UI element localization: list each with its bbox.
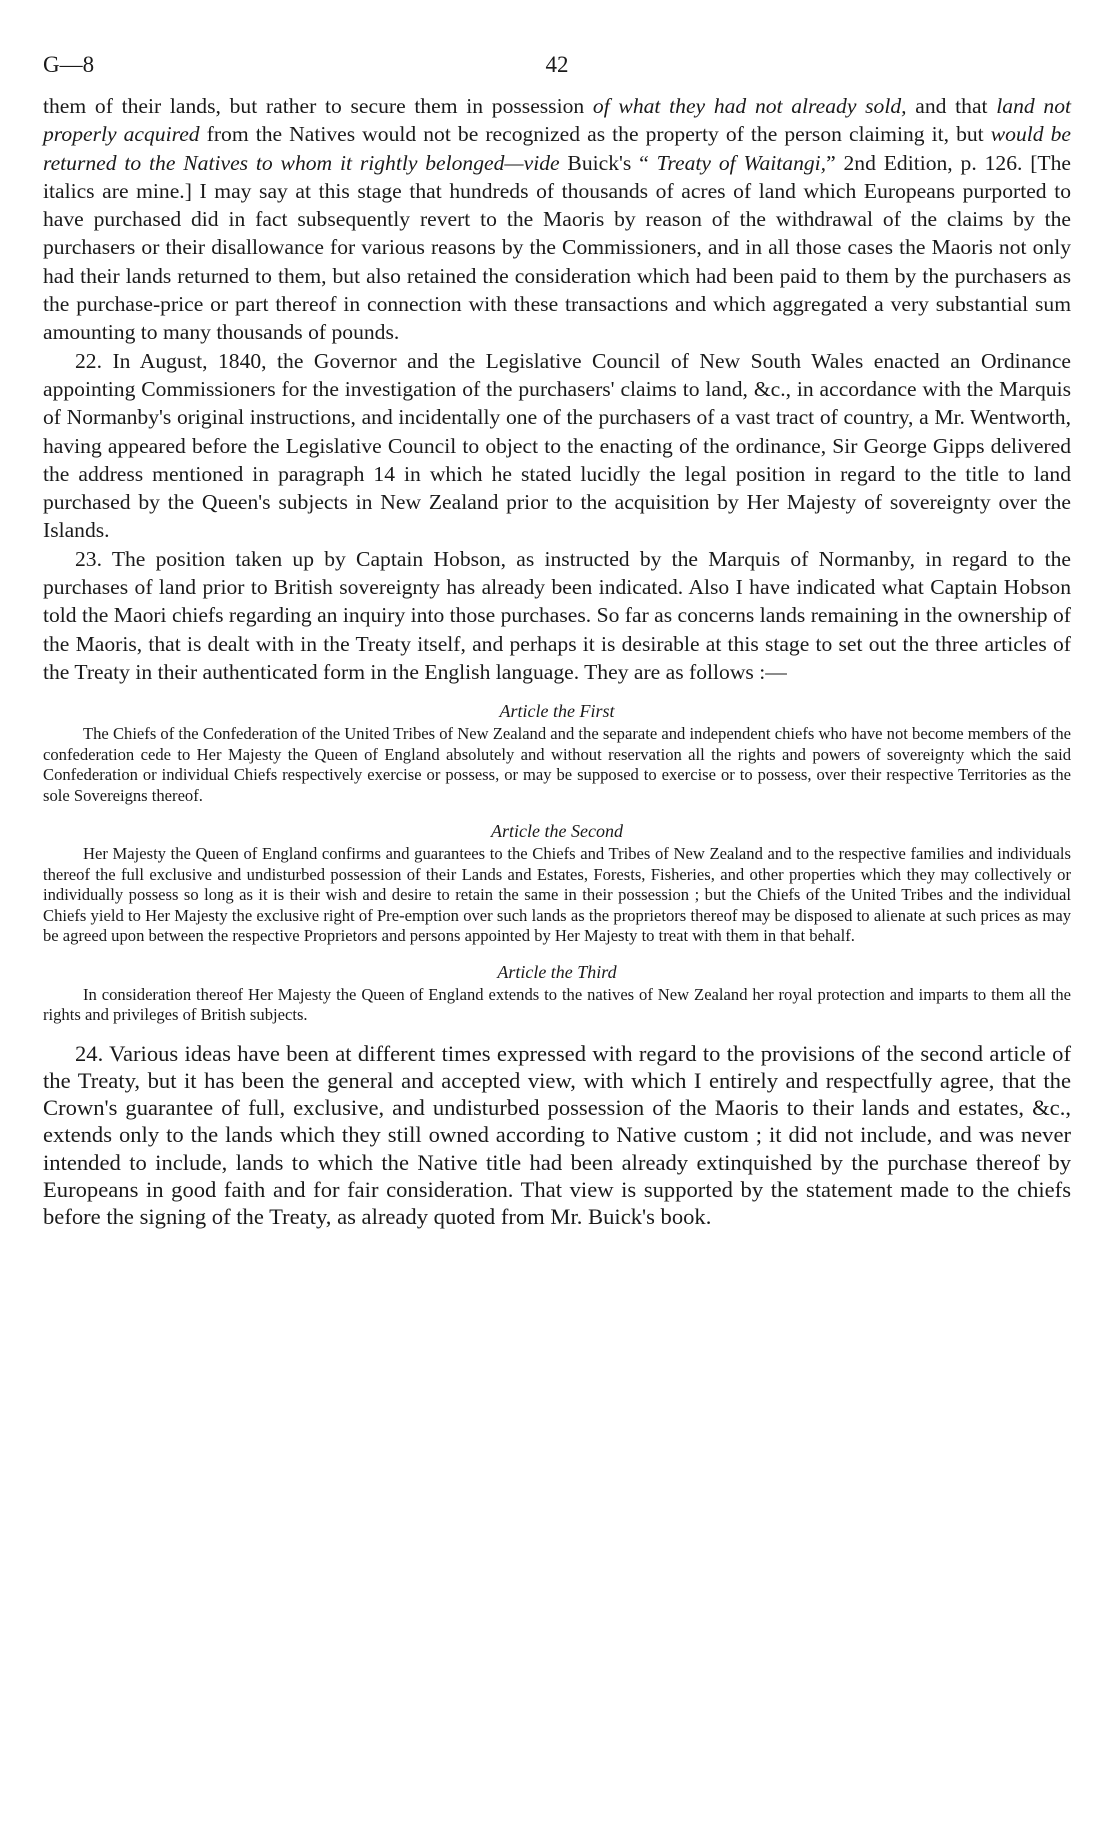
article-second: [43, 820, 1071, 947]
paragraph-22: 22. In August, 1840, the Governor and the Legislative Council of New South Wales enacted an Ordinance appointing Commissioners for the investigation of the purchasers' claims to land, &c., in accordance with the Marquis of Normanby's original instructions, and incidentally one of the purchasers of a vast tract of country, a Mr. Wentworth, having appeared before the Legislative Council to object to the enacting of the ordinance, Sir George Gipps delivered the address mentioned in paragraph 14 in which he stated lucidly the legal position in regard to the title to land purchased by the Queen's subjects in New Zealand prior to the acquisition by Her Majesty of sovereignty over the Islands.: [43, 348, 1071, 543]
text-run: and that: [906, 94, 997, 118]
body-text-after: [43, 1040, 1071, 1230]
article-text: In consideration thereof Her Majesty the Queen of England extends to the natives of New Zealand her royal protection and imparts to them all the rights and privileges of British subjects.: [43, 984, 1071, 1025]
page-header: [43, 52, 1071, 92]
text-run: them of their lands, but rather to secure them in possession: [43, 94, 593, 118]
article-text: The Chiefs of the Confederation of the United Tribes of New Zealand and the separate and independent chiefs who have not become members of the confederation cede to Her Majesty the Queen of England absolutely and without reservation all the rights and powers of sovereignty which the said Confederation or individual Chiefs respectively exercise or possess, or may be supposed to exercise or to possess, over their respective Territories as the sole Sovereigns thereof.: [43, 724, 1071, 805]
italic-run: land not properly acquired: [43, 94, 1071, 147]
paragraph-continued: [43, 92, 1071, 347]
italic-run: of what they had not already sold,: [592, 94, 907, 118]
text-run: ” 2nd Edition, p. 126. [The italics are mine.] I may say at this stage that hundreds of thousands of acres of land which Europeans purported to have purchased did in fact subsequently revert to the Maoris by reason of the withdrawal of the claims by the purchasers or their disallowance for various reasons by the Commissioners, and in all those cases the Maoris not only had their lands returned to them, but also retained the consideration which had been paid to them by the purchasers as the purchase-price or part thereof in connection with these transactions and which aggregated a very substantial sum amounting to many thousands of pounds.: [43, 150, 1071, 345]
article-text: Her Majesty the Queen of England confirms and guarantees to the Chiefs and Tribes of New Zealand and to the respective families and individuals thereof the full exclusive and undisturbed possession of their Lands and Estates, Forests, Fisheries, and other properties which they may collectively or individually possess so long as it is their wish and desire to retain the same in their possession ; but the Chiefs of the United Tribes and the individual Chiefs yield to Her Majesty the exclusive right of Pre-emption over such lands as the proprietors thereof may be disposed to alienate at such prices as may be agreed upon between the respective Proprietors and persons appointed by Her Majesty to treat with them in that behalf.: [43, 844, 1071, 946]
article-third: [43, 961, 1071, 1026]
paragraph-24: 24. Various ideas have been at different times expressed with regard to the provisions of the second article of the Treaty, but it has been the general and accepted view, with which I entirely and respectfully agree, that the Crown's guarantee of full, exclusive, and undisturbed possession of the Maoris to their lands and estates, &c., extends only to the lands which they still owned according to Native custom ; it did not include, and was never intended to include, lands to which the Native title had been already extinquished by the purchase thereof by Europeans in good faith and for fair consideration. That view is supported by the statement made to the chiefs before the signing of the Treaty, as already quoted from Mr. Buick's book.: [43, 1040, 1071, 1229]
text-run: from the Natives would not be recognized as the property of the person claiming it, but: [199, 122, 991, 147]
page-number: 42: [545, 52, 569, 77]
document-reference: G—8: [43, 52, 95, 77]
italic-run: would be returned to the Natives to whom it rightly belonged—vide: [43, 122, 1071, 175]
article-first: [43, 700, 1071, 806]
text-run: Buick's “: [559, 150, 657, 175]
body-text: [43, 92, 1071, 686]
article-title: Article the First: [499, 701, 615, 722]
article-title: Article the Second: [491, 821, 623, 842]
italic-run: Treaty of Waitangi,: [656, 150, 827, 175]
article-title: Article the Third: [497, 961, 617, 982]
treaty-articles: [43, 700, 1071, 1026]
document-page: [43, 52, 1071, 1230]
paragraph-23: 23. The position taken up by Captain Hobson, as instructed by the Marquis of Normanby, in regard to the purchases of land prior to British sovereignty has already been indicated. Also I have indicated what Captain Hobson told the Maori chiefs regarding an inquiry into those purchases. So far as concerns lands remaining in the ownership of the Maoris, that is dealt with in the Treaty itself, and perhaps it is desirable at this stage to set out the three articles of the Treaty in their authenticated form in the English language. They are as follows :—: [43, 546, 1071, 684]
